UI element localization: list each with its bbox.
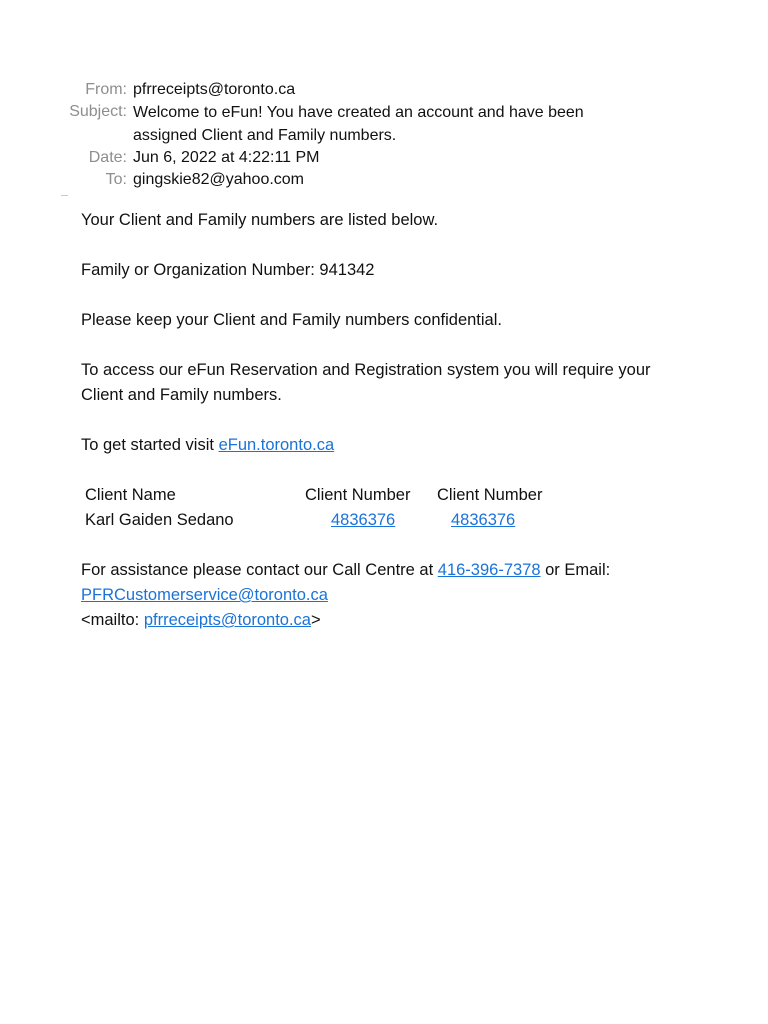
assist-prefix: For assistance please contact our Call Centre at [81, 561, 438, 579]
phone-link[interactable]: 416-396-7378 [437, 561, 541, 579]
subject-label: Subject: [69, 103, 127, 120]
to-address[interactable]: gingskie82@yahoo.com [133, 171, 305, 188]
client-number-link-2[interactable]: 4836376 [451, 511, 516, 529]
header-divider [61, 195, 68, 196]
client-table [81, 483, 701, 533]
confidential-text: Please keep your Client and Family numbers confidential. [81, 311, 502, 329]
from-label: From: [85, 81, 127, 98]
get-started-prefix: To get started visit [81, 436, 219, 454]
header-client-name: Client Name [85, 486, 176, 504]
client-number-link[interactable]: 4836376 [331, 511, 396, 529]
intro-text: Your Client and Family numbers are listed below. [81, 211, 439, 229]
get-started-text [81, 433, 701, 458]
client-name-value: Karl Gaiden Sedano [85, 511, 234, 529]
family-number-text: Family or Organization Number: 941342 [81, 261, 375, 279]
from-row [0, 79, 768, 101]
assistance-text [81, 558, 701, 633]
customer-service-email-link[interactable]: PFRCustomerservice@toronto.ca [81, 586, 328, 604]
header-client-number: Client Number [305, 486, 411, 504]
to-label: To: [105, 171, 127, 188]
subject-text [133, 101, 623, 147]
date-row [0, 147, 768, 169]
access-line-2: Client and Family numbers. [81, 386, 282, 404]
efun-link[interactable]: eFun.toronto.ca [218, 436, 335, 454]
header-client-number-2: Client Number [437, 486, 543, 504]
to-row [0, 169, 768, 191]
email-header [0, 79, 768, 191]
subject-line-1: Welcome to eFun! You have created an account and have been [133, 104, 584, 121]
mailto-link[interactable]: pfrreceipts@toronto.ca [143, 611, 311, 629]
from-address[interactable]: pfrreceipts@toronto.ca [133, 81, 296, 98]
email-body [81, 208, 701, 658]
date-label: Date: [88, 149, 127, 166]
access-text [81, 358, 701, 408]
assist-suffix: or Email: [540, 561, 611, 579]
mailto-prefix: <mailto: [81, 611, 144, 629]
access-line-1: To access our eFun Reservation and Registration system you will require your [81, 361, 651, 379]
subject-line-2: assigned Client and Family numbers. [133, 127, 397, 144]
subject-row [0, 101, 768, 147]
mailto-suffix: > [311, 611, 321, 629]
date-value: Jun 6, 2022 at 4:22:11 PM [133, 149, 320, 166]
